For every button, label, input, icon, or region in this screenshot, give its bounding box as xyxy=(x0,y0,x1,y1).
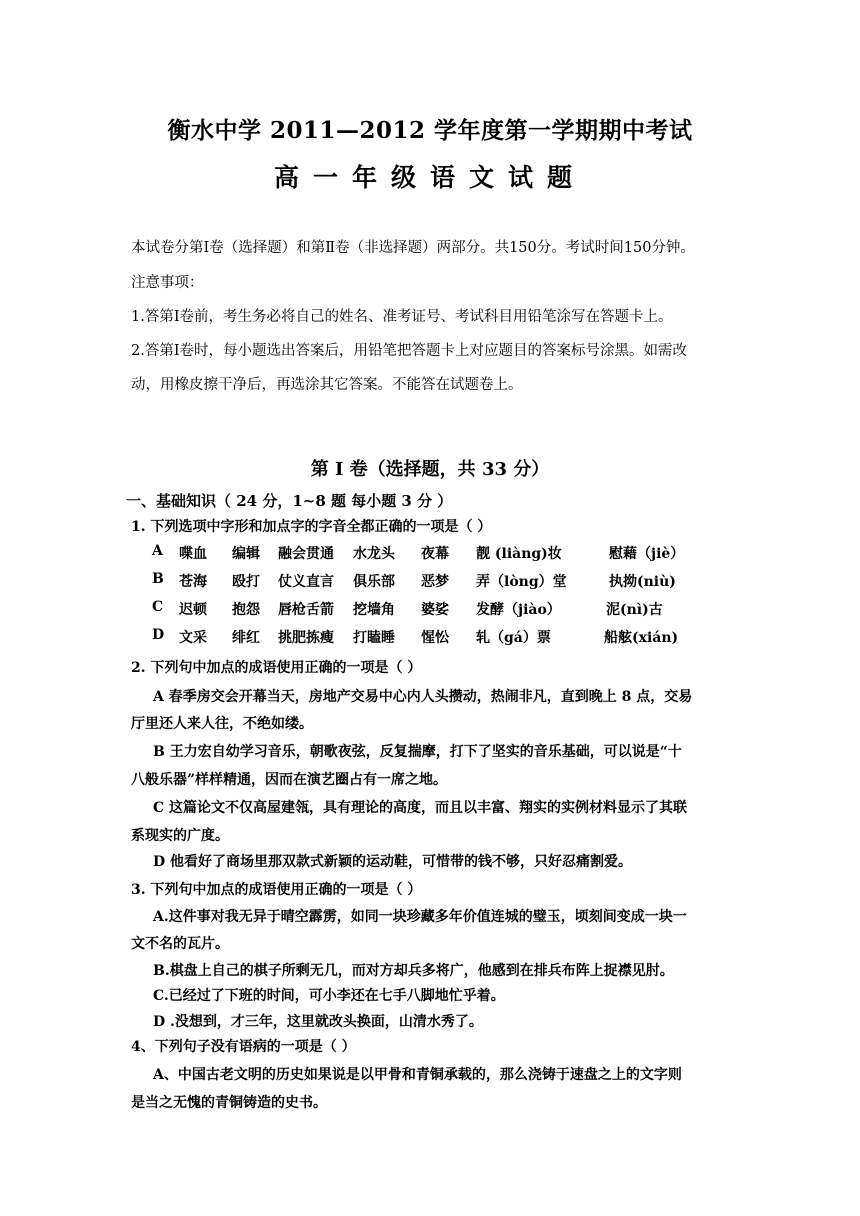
option-word: 唇枪舌箭 xyxy=(278,602,334,618)
q2-option-c-line-1: C 这篇论文不仅高屋建瓴，具有理论的高度，而且以丰富、翔实的实例材料显示了其联 xyxy=(153,800,688,816)
option-word: 挑肥拣瘦 xyxy=(278,630,334,646)
option-word: 迟顿 xyxy=(179,602,207,618)
option-word: 融会贯通 xyxy=(278,546,334,562)
option-letter: C xyxy=(152,599,164,615)
option-word: 惺忪 xyxy=(421,630,449,646)
exam-subtitle: 高一年级语文试题 xyxy=(273,163,586,192)
part-heading: 一、基础知识（ 24 分，1~8 题 每小题 3 分 ） xyxy=(126,492,453,510)
rule-2-line-2: 动，用橡皮擦干净后，再选涂其它答案。不能答在试题卷上。 xyxy=(131,377,523,393)
option-word: 挖墙角 xyxy=(353,602,395,618)
option-word: 夜幕 xyxy=(421,546,449,562)
option-word: 弄（lòng）堂 xyxy=(476,574,567,590)
q3-option-b: B.棋盘上自己的棋子所剩无几，而对方却兵多将广，他感到在排兵布阵上捉襟见肘。 xyxy=(153,963,674,979)
option-word: 绯红 xyxy=(232,630,260,646)
q2-option-a-line-1: A 春季房交会开幕当天，房地产交易中心内人头攒动，热闹非凡，直到晚上 8 点，交易 xyxy=(153,689,693,705)
q3-stem: 3. 下列句中加点的成语使用正确的一项是（ ） xyxy=(131,882,422,898)
option-letter: B xyxy=(152,571,164,587)
intro-line: 本试卷分第Ⅰ卷（选择题）和第Ⅱ卷（非选择题）两部分。共150分。考试时间150分钟。 xyxy=(131,240,695,256)
option-word: 水龙头 xyxy=(353,546,395,562)
option-letter: D xyxy=(152,627,165,643)
option-word: 恶梦 xyxy=(421,574,449,590)
q4-stem: 4、下列句子没有语病的一项是（ ） xyxy=(131,1039,356,1055)
option-word: 殴打 xyxy=(232,574,260,590)
notice-heading: 注意事项： xyxy=(131,275,204,291)
q3-option-a-line-2: 文不名的瓦片。 xyxy=(131,936,229,952)
section-title: 第 I 卷（选择题，共 33 分） xyxy=(310,459,550,480)
option-word: 仗义直言 xyxy=(278,574,334,590)
option-word: 发酵（jiào） xyxy=(476,602,561,618)
q4-option-a-line-2: 是当之无愧的青铜铸造的史书。 xyxy=(131,1095,327,1111)
option-word: 喋血 xyxy=(179,546,207,562)
option-word: 轧（gá）票 xyxy=(476,630,551,646)
option-word: 靓 (liàng)妆 xyxy=(476,546,562,562)
q3-option-d: D .没想到，才三年，这里就改头换面，山清水秀了。 xyxy=(153,1014,483,1030)
rule-1: 1.答第Ⅰ卷前，考生务必将自己的姓名、准考证号、考试科目用铅笔涂写在答题卡上。 xyxy=(131,309,673,325)
option-word: 苍海 xyxy=(179,574,207,590)
option-word: 打瞌睡 xyxy=(353,630,395,646)
q2-option-d: D 他看好了商场里那双款式新颖的运动鞋，可惜带的钱不够，只好忍痛割爱。 xyxy=(153,854,633,870)
q4-option-a-line-1: A、中国古老文明的历史如果说是以甲骨和青铜承载的，那么浇铸于速盘之上的文字则 xyxy=(153,1067,682,1083)
option-word: 船舷(xián) xyxy=(604,630,679,646)
option-word: 婆娑 xyxy=(421,602,449,618)
option-word: 俱乐部 xyxy=(353,574,395,590)
q3-option-c: C.已经过了下班的时间，可小李还在七手八脚地忙乎着。 xyxy=(153,988,505,1004)
option-word: 抱怨 xyxy=(232,602,260,618)
option-word: 执拗(niù) xyxy=(609,574,676,590)
q2-stem: 2. 下列句中加点的成语使用正确的一项是（ ） xyxy=(131,660,422,676)
option-word: 编辑 xyxy=(232,546,260,562)
option-word: 慰藉（jiè） xyxy=(609,546,685,562)
q1-stem: 1. 下列选项中字形和加点字的字音全都正确的一项是（ ） xyxy=(131,519,492,535)
q3-option-a-line-1: A.这件事对我无异于晴空霹雳，如同一块珍藏多年价值连城的璧玉，顷刻间变成一块一 xyxy=(153,909,687,925)
option-word: 文采 xyxy=(179,630,207,646)
q2-option-b-line-1: B 王力宏自幼学习音乐，朝歌夜弦，反复揣摩，打下了坚实的音乐基础，可以说是“十 xyxy=(153,744,682,760)
q2-option-b-line-2: 八般乐器”样样精通，因而在演艺圈占有一席之地。 xyxy=(131,772,448,788)
exam-title: 衡水中学 2011—2012 学年度第一学期期中考试 xyxy=(167,117,693,144)
q2-option-a-line-2: 厅里还人来人往，不绝如缕。 xyxy=(131,716,313,732)
option-letter: A xyxy=(152,543,163,559)
option-word: 泥(nì)古 xyxy=(606,602,663,618)
rule-2-line-1: 2.答第Ⅰ卷时，每小题选出答案后，用铅笔把答题卡上对应题目的答案标号涂黑。如需改 xyxy=(131,343,688,359)
q2-option-c-line-2: 系现实的广度。 xyxy=(131,828,229,844)
